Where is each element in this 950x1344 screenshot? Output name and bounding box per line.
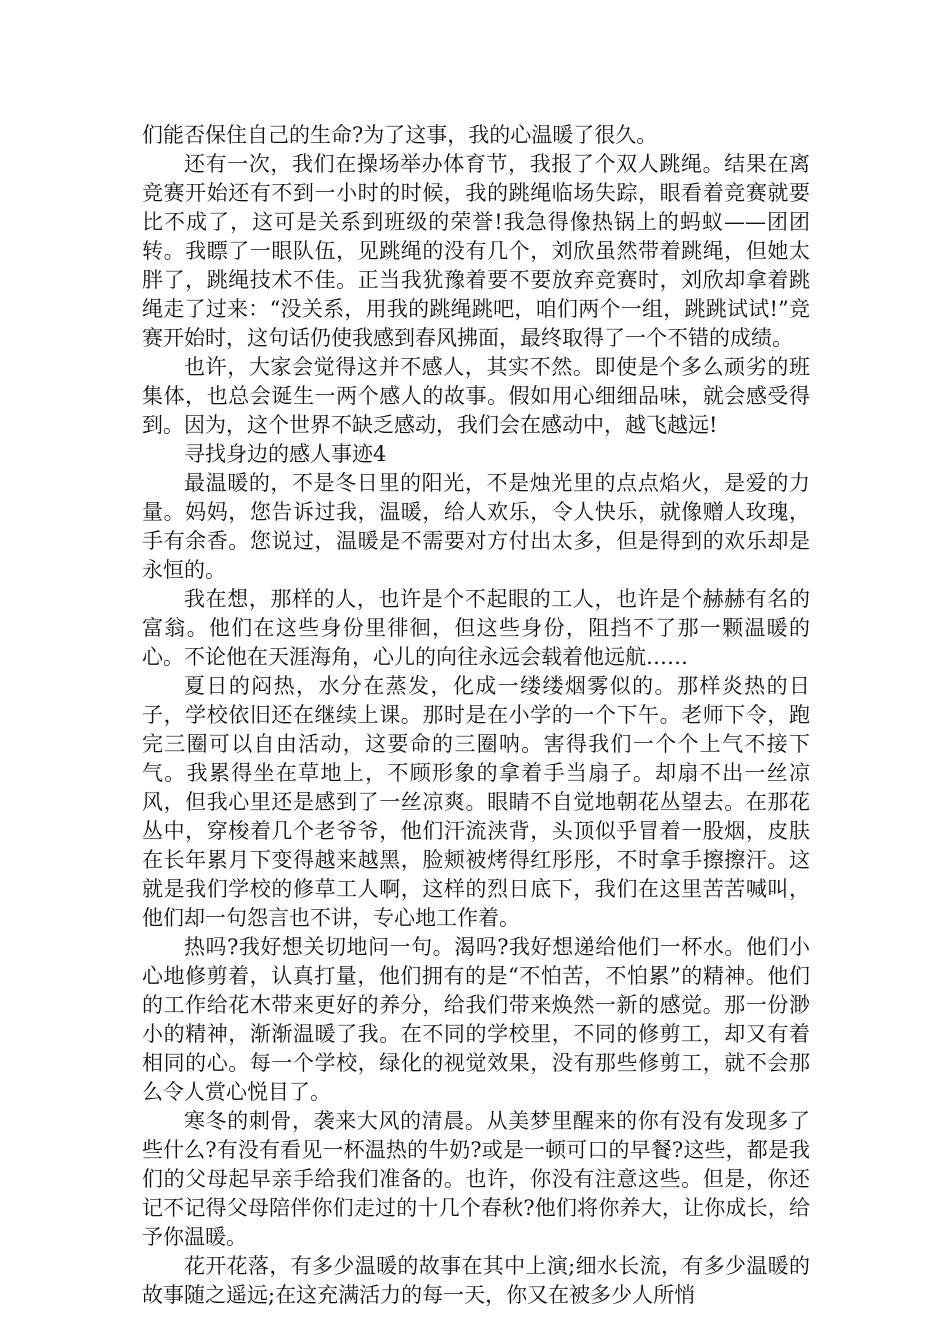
paragraph-gardeners-spirit: 热吗?我好想关切地问一句。渴吗?我好想递给他们一杯水。他们小心地修剪着，认真打量，他们拥有的是“不怕苦，不怕累”的精神。他们的工作给花木带来更好的养分，给我们带来焕然一新的感觉。那一份渺小的精神，渐渐温暖了我。在不同的学校里，不同的修剪工，却又有着相同的心。每一个学校，绿化的视觉效果，没有那些修剪工，就不会那么令人赏心悦目了。 (142, 935, 810, 1104)
paragraph-continuation: 们能否保住自己的生命?为了这事，我的心温暖了很久。 (142, 123, 658, 147)
paragraph-reflection: 也许，大家会觉得这并不感人，其实不然。即使是个多么顽劣的班集体，也总会诞生一两个感人的故事。假如用心细细品味，就会感受得到。因为，这个世界不缺乏感动，我们会在感动中，越飞越远! (142, 355, 810, 437)
document-body (142, 121, 810, 1310)
paragraph-summer-gardeners: 夏日的闷热，水分在蒸发，化成一缕缕烟雾似的。那样炎热的日子，学校依旧还在继续上课。那时是在小学的一个下午。老师下令，跑完三圈可以自由活动，这要命的三圈呐。害得我们一个个上气不接下气。我累得坐在草地上，不顾形象的拿着手当扇子。却扇不出一丝凉风，但我心里还是感到了一丝凉爽。眼睛不自觉地朝花丛望去。在那花丛中，穿梭着几个老爷爷，他们汗流浃背，头顶似乎冒着一股烟，皮肤在长年累月下变得越来越黑，脸颊被烤得红彤彤，不时拿手擦擦汗。这就是我们学校的修草工人啊，这样的烈日底下，我们在这里苦苦喊叫，他们却一句怨言也不讲，专心地工作着。 (142, 674, 810, 930)
paragraph-people: 我在想，那样的人，也许是个不起眼的工人，也许是个赫赫有名的富翁。他们在这些身份里徘徊，但这些身份，阻挡不了那一颗温暖的心。不论他在天涯海角，心儿的向往永远会载着他远航…… (142, 587, 810, 669)
paragraph-jump-rope-story: 还有一次，我们在操场举办体育节，我报了个双人跳绳。结果在离竞赛开始还有不到一小时的时候，我的跳绳临场失踪，眼看着竞赛就要比不成了，这可是关系到班级的荣誉!我急得像热锅上的蚂蚁——团团转。我瞟了一眼队伍，见跳绳的没有几个，刘欣虽然带着跳绳，但她太胖了，跳绳技术不佳。正当我犹豫着要不要放弃竞赛时，刘欣却拿着跳绳走了过来：“没关系，用我的跳绳跳吧，咱们两个一组，跳跳试试!”竞赛开始时，这句话仍使我感到春风拂面，最终取得了一个不错的成绩。 (142, 152, 810, 350)
paragraph-warmth-intro: 最温暖的，不是冬日里的阳光，不是烛光里的点点焰火，是爱的力量。妈妈，您告诉过我，温暖，给人欢乐，令人快乐，就像赠人玫瑰，手有余香。您说过，温暖是不需要对方付出太多，但是得到的欢乐却是永恒的。 (142, 471, 810, 582)
paragraph-winter-parents: 寒冬的刺骨，袭来大风的清晨。从美梦里醒来的你有没有发现多了些什么?有没有看见一杯温热的牛奶?或是一顿可口的早餐?这些，都是我们的父母起早亲手给我们准备的。也许，你没有注意这些。但是，你还记不记得父母陪伴你们走过的十几个春秋?他们将你养大，让你成长，给予你温暖。 (142, 1109, 810, 1249)
section-heading: 寻找身边的感人事迹4 (184, 442, 387, 466)
paragraph-closing: 花开花落，有多少温暖的故事在其中上演;细水长流，有多少温暖的故事随之遥远;在这充满活力的每一天，你又在被多少人所悄 (142, 1254, 810, 1307)
